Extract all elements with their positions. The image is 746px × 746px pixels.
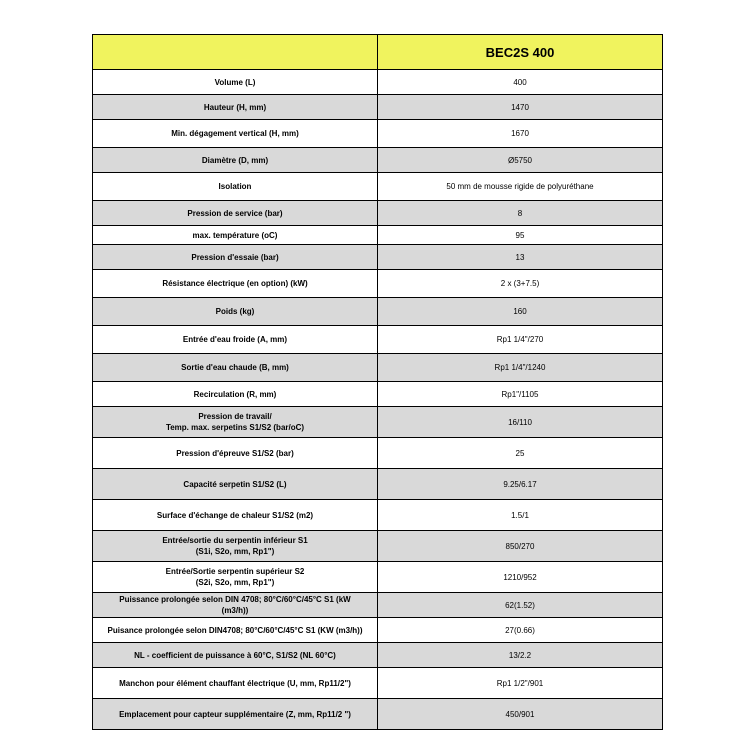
table-row: [93, 173, 663, 201]
row-label: Capacité serpetin S1/S2 (L): [93, 469, 378, 500]
model-title: BEC2S 400: [378, 35, 663, 70]
row-label: Sortie d'eau chaude (B, mm): [93, 354, 378, 382]
row-value: 850/270: [378, 531, 663, 562]
row-value: 13: [378, 245, 663, 270]
row-value: 2 x (3+7.5): [378, 270, 663, 298]
row-value: Rp1"/1105: [378, 382, 663, 407]
table-row: [93, 562, 663, 593]
row-label: Puisance prolongée selon DIN4708; 80°C/60°C/45°C S1 (KW (m3/h)): [93, 618, 378, 643]
row-value: 16/110: [378, 407, 663, 438]
table-row: [93, 382, 663, 407]
row-label: Emplacement pour capteur supplémentaire (Z, mm, Rp11/2 "): [93, 699, 378, 730]
table-row: [93, 531, 663, 562]
row-label: Volume (L): [93, 70, 378, 95]
row-value: 1470: [378, 95, 663, 120]
table-row: [93, 226, 663, 245]
row-label: Entrée/sortie du serpentin inférieur S1 (S1i, S2o, mm, Rp1"): [93, 531, 378, 562]
table-row: [93, 201, 663, 226]
table-row: [93, 148, 663, 173]
table-row: [93, 70, 663, 95]
row-label: Entrée d'eau froide (A, mm): [93, 326, 378, 354]
row-label: Recirculation (R, mm): [93, 382, 378, 407]
row-value: Rp1 1/4"/1240: [378, 354, 663, 382]
table-row: [93, 500, 663, 531]
row-label: max. température (oC): [93, 226, 378, 245]
row-value: 25: [378, 438, 663, 469]
table-row: [93, 326, 663, 354]
row-value: 160: [378, 298, 663, 326]
row-label: Entrée/Sortie serpentin supérieur S2 (S2i, S2o, mm, Rp1"): [93, 562, 378, 593]
table-row: [93, 438, 663, 469]
row-value: Rp1 1/2"/901: [378, 668, 663, 699]
row-value: 27(0.66): [378, 618, 663, 643]
row-label: Surface d'échange de chaleur S1/S2 (m2): [93, 500, 378, 531]
table-row: [93, 668, 663, 699]
row-value: 50 mm de mousse rigide de polyuréthane: [378, 173, 663, 201]
table-header-row: [93, 35, 663, 70]
table-row: [93, 699, 663, 730]
row-label: Poids (kg): [93, 298, 378, 326]
row-label: Min. dégagement vertical (H, mm): [93, 120, 378, 148]
row-label: Résistance électrique (en option) (kW): [93, 270, 378, 298]
row-label: NL - coefficient de puissance à 60°C, S1/S2 (NL 60°C): [93, 643, 378, 668]
row-label: Pression d'épreuve S1/S2 (bar): [93, 438, 378, 469]
table-row: [93, 407, 663, 438]
table-row: [93, 618, 663, 643]
row-value: 1.5/1: [378, 500, 663, 531]
row-label: Diamètre (D, mm): [93, 148, 378, 173]
table-row: [93, 120, 663, 148]
header-label-cell: [93, 35, 378, 70]
row-label: Pression d'essaie (bar): [93, 245, 378, 270]
row-label: Manchon pour élément chauffant électrique (U, mm, Rp11/2"): [93, 668, 378, 699]
table-row: [93, 298, 663, 326]
row-value: 62(1.52): [378, 593, 663, 618]
spec-table: [92, 34, 663, 730]
row-value: 1210/952: [378, 562, 663, 593]
row-label: Puissance prolongée selon DIN 4708; 80°C/60°C/45°C S1 (kW (m3/h)): [93, 593, 378, 618]
row-value: 1670: [378, 120, 663, 148]
row-value: 8: [378, 201, 663, 226]
row-label: Hauteur (H, mm): [93, 95, 378, 120]
row-value: 9.25/6.17: [378, 469, 663, 500]
row-label: Isolation: [93, 173, 378, 201]
table-row: [93, 643, 663, 668]
row-value: Ø5750: [378, 148, 663, 173]
table-row: [93, 354, 663, 382]
row-value: Rp1 1/4"/270: [378, 326, 663, 354]
row-value: 450/901: [378, 699, 663, 730]
row-label: Pression de travail/ Temp. max. serpetins S1/S2 (bar/oC): [93, 407, 378, 438]
table-row: [93, 245, 663, 270]
row-value: 13/2.2: [378, 643, 663, 668]
row-value: 400: [378, 70, 663, 95]
table-row: [93, 95, 663, 120]
table-row: [93, 469, 663, 500]
table-row: [93, 270, 663, 298]
table-row: [93, 593, 663, 618]
row-value: 95: [378, 226, 663, 245]
row-label: Pression de service (bar): [93, 201, 378, 226]
